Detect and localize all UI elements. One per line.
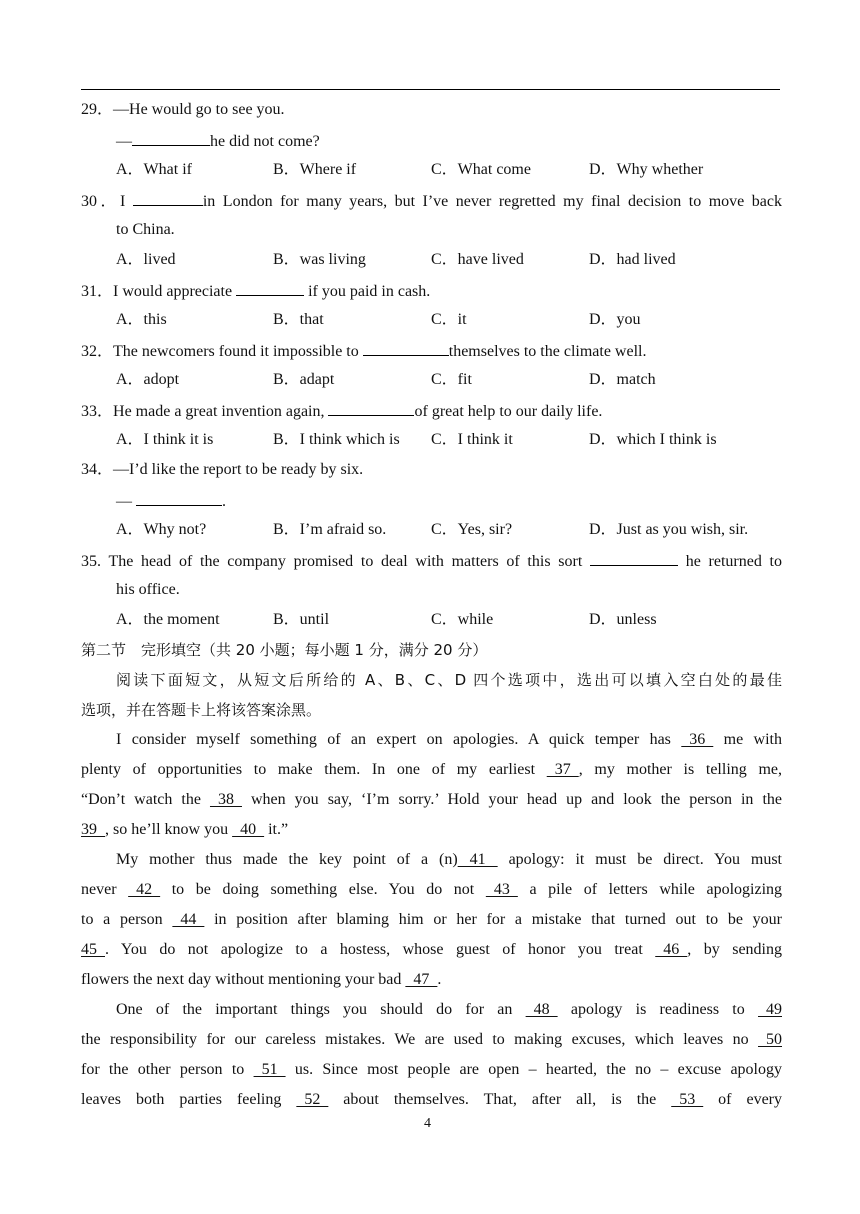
option-a[interactable]: A．Why not? [116,521,207,538]
option-b[interactable]: B．I think which is [273,431,400,448]
blank-48[interactable]: 48 [525,1001,558,1018]
option-b[interactable]: B．I’m afraid so. [273,521,387,538]
question-34-response: — . [116,490,226,512]
passage-line: for the other person to 51 us. Since most people are open – hearted, the no – excuse apology [81,1061,783,1078]
option-c[interactable]: C．have lived [431,251,524,268]
option-c[interactable]: C．fit [431,371,472,388]
question-number: 30． [81,193,121,210]
option-d[interactable]: D．you [589,311,641,328]
blank-47[interactable]: 47 [405,971,438,988]
question-number: 34． [81,461,114,478]
passage-line: leaves both parties feeling 52 about themselves. That, after all, is the 53 of every [81,1091,782,1108]
option-d[interactable]: D．Just as you wish, sir. [589,521,749,538]
blank-44[interactable]: 44 [172,911,205,928]
blank-42[interactable]: 42 [128,881,161,898]
option-c[interactable]: C．Yes, sir? [431,521,513,538]
option-d[interactable]: D．had lived [589,251,676,268]
question-35-cont: his office. [116,581,180,598]
passage-line: plenty of opportunities to make them. In one of my earliest 37 , my mother is telling me, [81,761,782,778]
question-number: 33． [81,403,114,420]
question-number: 35. [81,553,101,570]
page-number: 4 [424,1116,431,1131]
option-b[interactable]: B．that [273,311,324,328]
question-31: 31．I would appreciate if you paid in cash. [81,280,430,302]
question-29-response: — he did not come? [116,130,320,152]
passage-line: 45 . You do not apologize to a hostess, whose guest of honor you treat 46 , by sending [81,941,782,958]
option-b[interactable]: B．was living [273,251,366,268]
blank-41[interactable]: 41 [457,851,498,868]
option-b[interactable]: B．adapt [273,371,335,388]
passage-line: to a person 44 in position after blaming him or her for a mistake that turned out to be your [81,911,783,928]
option-b[interactable]: B．until [273,611,330,628]
passage-line: 39 , so he’ll know you 40 it.” [81,821,289,838]
passage-line: My mother thus made the key point of a (n) 41 apology: it must be direct. You must [116,851,782,868]
option-c[interactable]: C．I think it [431,431,513,448]
passage-line: “Don’t watch the 38 when you say, ‘I’m sorry.’ Hold your head up and look the person in the [81,791,782,808]
option-a[interactable]: A．What if [116,161,192,178]
question-30: 30．I in London for many years, but I’ve never regretted my final decision to move back [81,190,782,212]
option-c[interactable]: C．What come [431,161,531,178]
blank-51[interactable]: 51 [253,1061,286,1078]
option-c[interactable]: C．it [431,311,467,328]
option-d[interactable]: D．match [589,371,656,388]
option-a[interactable]: A．adopt [116,371,180,388]
blank-37[interactable]: 37 [546,761,579,778]
blank-49[interactable]: 49 [758,1001,782,1018]
question-stem: —I’d like the report to be ready by six. [113,461,364,478]
answer-blank[interactable] [136,490,222,506]
option-a[interactable]: A．I think it is [116,431,214,448]
answer-blank[interactable] [328,400,414,416]
passage-line: One of the important things you should do for an 48 apology is readiness to 49 [116,1001,782,1018]
question-stem: —He would go to see you. [113,101,285,118]
question-number: 32． [81,343,114,360]
question-35: 35. The head of the company promised to deal with matters of this sort he returned to [81,550,782,572]
question-29 [81,100,285,120]
option-d[interactable]: D．Why whether [589,161,704,178]
blank-53[interactable]: 53 [671,1091,704,1108]
question-number: 29． [81,101,114,118]
option-c[interactable]: C．while [431,611,494,628]
answer-blank[interactable] [133,190,203,206]
blank-52[interactable]: 52 [296,1091,329,1108]
option-d[interactable]: D．unless [589,611,657,628]
question-30-cont: to China. [116,221,175,238]
answer-blank[interactable] [590,550,678,566]
option-b[interactable]: B．Where if [273,161,357,178]
option-a[interactable]: A．this [116,311,167,328]
blank-45[interactable]: 45 [81,941,105,958]
option-d[interactable]: D．which I think is [589,431,717,448]
question-34 [81,460,363,480]
blank-50[interactable]: 50 [758,1031,782,1048]
answer-blank[interactable] [236,280,304,296]
option-a[interactable]: A．lived [116,251,176,268]
blank-39[interactable]: 39 [81,821,105,838]
blank-36[interactable]: 36 [681,731,714,748]
question-number: 31． [81,283,114,300]
header-rule [81,89,780,90]
question-33: 33．He made a great invention again, of great help to our daily life. [81,400,602,422]
passage-line: the responsibility for our careless mistakes. We are used to making excuses, which leaves no 50 [81,1031,782,1048]
passage-line: I consider myself something of an expert on apologies. A quick temper has 36 me with [116,731,782,748]
blank-43[interactable]: 43 [485,881,518,898]
section-title: 第二节 完形填空（共 20 小题；每小题 1 分，满分 20 分） [81,641,488,659]
blank-38[interactable]: 38 [209,791,242,808]
answer-blank[interactable] [132,130,210,146]
passage-line: flowers the next day without mentioning your bad 47 . [81,971,442,988]
section-instructions-cont: 选项，并在答题卡上将该答案涂黑。 [81,701,322,719]
option-a[interactable]: A．the moment [116,611,220,628]
section-instructions: 阅读下面短文，从短文后所给的 A、B、C、D 四个选项中，选出可以填入空白处的最佳 [116,671,782,689]
blank-40[interactable]: 40 [232,821,265,838]
question-32: 32．The newcomers found it impossible to themselves to the climate well. [81,340,646,362]
passage-line: never 42 to be doing something else. You do not 43 a pile of letters while apologizing [81,881,783,898]
blank-46[interactable]: 46 [655,941,688,958]
answer-blank[interactable] [363,340,449,356]
